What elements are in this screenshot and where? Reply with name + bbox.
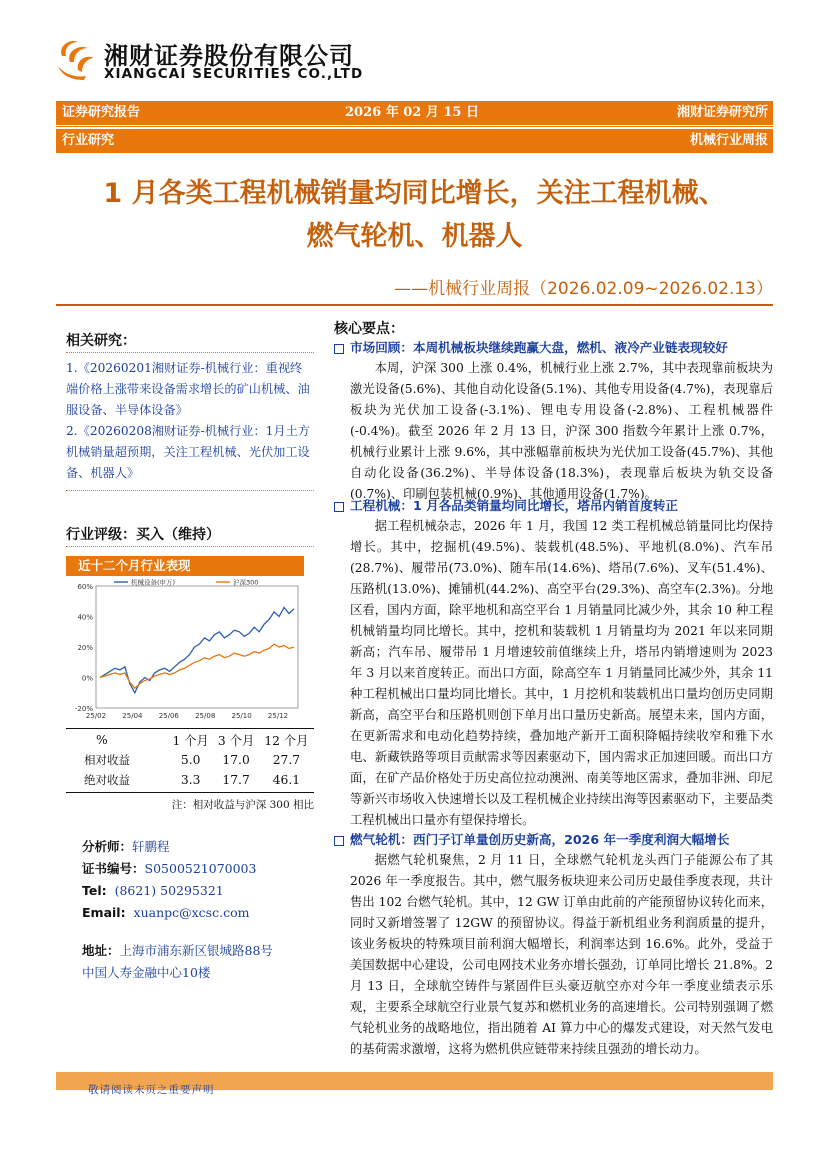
table-header-cell: 1 个月 — [172, 734, 209, 748]
y-tick-label: 40% — [77, 613, 93, 622]
company-name-en: XIANGCAI SECURITIES CO.,LTD — [104, 66, 364, 82]
y-tick-label: 20% — [77, 644, 93, 652]
checkbox-icon — [334, 836, 344, 846]
section-body-gas-turbine: 据燃气轮机聚焦，2 月 11 日，全球燃气轮机龙头西门子能源公布了其 2026 年一季度报告。其中，燃气服务板块迎来公司历史最佳季度表现，共计售出 102 台燃气轮机。其中，12 GW 订单由此前的产能预留协议转化而来，同时又新增签署了 12GW 的预留协议。得益于新机组业务利润质量的提升，该业务板块的特殊项目前利润大幅增长，利润率达到 16.6%。此外，受益于美国数据中心建设，公司电网技术业务亦增长强劲，订单同比增长 21.8%。2 月 13 日，全球航空铸件与紧固件巨头豪迈航空亦对今年一季度业绩表示乐观，主要系全球航空行业景气复苏和燃机业务的高速增长。公司特别强调了燃气轮机业务的战略地位，指出随着 AI 算力中心的爆发式建设，对天然气发电的基荷需求激增，这将为燃机供应链带来持续且强劲的增长动力。 — [350, 853, 773, 1056]
analyst-email — [82, 902, 249, 924]
section-title-text: 燃气轮机：西门子订单量创历史新高，2026 年一季度利润大幅增长 — [350, 832, 730, 847]
address-line1: 上海市浦东新区银城路88号 — [119, 943, 273, 958]
related-divider — [66, 352, 314, 353]
institute-name: 湘财证券研究所 — [676, 105, 768, 120]
table-header-cell: % — [96, 733, 108, 747]
rating-divider — [66, 546, 314, 547]
x-tick-label: 25/04 — [122, 712, 143, 720]
header-divider — [56, 126, 773, 127]
analyst-name — [82, 836, 170, 858]
header-bar-bottom — [56, 129, 773, 153]
report-series: 机械行业周报 — [689, 133, 768, 148]
checkbox-icon — [334, 344, 344, 354]
table-top-rule — [66, 728, 314, 729]
legend-label: 沪深300 — [233, 578, 259, 587]
table-cell: 27.7 — [272, 753, 301, 767]
table-row — [66, 750, 314, 770]
x-tick-label: 25/06 — [158, 712, 179, 720]
company-logo-icon — [56, 36, 96, 80]
footer-disclaimer[interactable]: 敬请阅读末页之重要声明 — [88, 1084, 215, 1096]
table-header-cell: 3 个月 — [217, 734, 255, 748]
report-date: 2026 年 02 月 15 日 — [345, 105, 479, 120]
table-cell: 相对收益 — [84, 753, 130, 767]
series-line-csi300 — [100, 644, 294, 688]
analyst-name-value: 轩鹏程 — [132, 839, 170, 854]
analyst-email-value[interactable]: xuanpc@xcsc.com — [133, 905, 250, 920]
x-tick-label: 25/10 — [231, 712, 252, 720]
report-title-line2: 燃气轮机、机器人 — [306, 221, 523, 252]
table-cell: 绝对收益 — [84, 773, 130, 787]
y-tick-label: 60% — [77, 583, 93, 591]
section-title-text: 市场回顾：本周机械板块继续跑赢大盘，燃机、液冷产业链表现较好 — [350, 340, 728, 355]
table-cell: 3.3 — [180, 773, 201, 787]
table-cell: 17.7 — [222, 773, 250, 787]
analyst-tel-value: (8621) 50295321 — [114, 883, 224, 898]
x-tick-label: 25/02 — [85, 712, 107, 720]
plot-area — [96, 586, 298, 708]
related-item[interactable]: 2.《20260208湘财证券-机械行业：1月土方机械销量超预期，关注工程机械、光伏加工设备、机器人》 — [66, 424, 310, 480]
performance-table — [66, 730, 314, 790]
analyst-cert-label: 证书编号： — [82, 861, 145, 876]
analyst-email-label: Email: — [82, 905, 126, 920]
section-title-gas-turbine — [334, 830, 774, 850]
related-heading: 相关研究： — [66, 333, 136, 349]
section-body-construction: 据工程机械杂志，2026 年 1 月，我国 12 类工程机械总销量同比均保持增长。其中，挖掘机(49.5%)、装载机(48.5%)、平地机(8.0%)、汽车吊(28.7%)、履带吊(73.0%)、随车吊(14.6%)、塔吊(7.6%)、叉车(51.4%)、压路机(13.0%)、摊铺机(44.2%)、高空平台(29.3%)、高空车(2.3%)。分地区看，国内方面，除平地机和高空平台 1 月销量同比减少外，其余 10 种工程机械销量均同比增长。其中，挖机和装载机 1 月销量均为 2021 年以来同期新高；汽车吊、履带吊 1 月增速较前值继续上升，塔吊内销增速则为 2023 年 3 月以来首度转正。而出口方面，除高空车 1 月销量同比减少外，其余 11 种工程机械出口量均同比增长。其中，1 月挖机和装载机出口量均创历史同期新高，高空平台和压路机则创下单月出口量历史新高。展望未来，国内方面，在更新需求和电动化趋势持续，叠加地产新开工面积降幅持续收窄和雅下水电、新藏铁路等项目贡献需求等因素驱动下，国内需求正加速回暖。而出口方面，在矿产品价格处于历史高位拉动澳洲、南美等地区需求，叠加非洲、印尼等新兴市场收入快速增长以及工程机械企业持续出海等因素驱动下，主要品类工程机械出口量亦有望保持增长。 — [350, 519, 773, 827]
x-tick-label: 25/08 — [195, 712, 216, 720]
analyst-tel-label: Tel: — [82, 883, 107, 898]
section-title-construction — [334, 496, 774, 516]
address-label: 地址： — [82, 943, 120, 958]
analyst-tel — [82, 880, 224, 902]
table-cell: 17.0 — [222, 753, 250, 767]
related-list — [66, 358, 314, 484]
table-row — [66, 770, 314, 790]
report-type: 证券研究报告 — [62, 105, 141, 120]
analyst-cert — [82, 858, 256, 880]
y-tick-label: -20% — [74, 705, 93, 713]
table-cell: 46.1 — [272, 773, 301, 787]
table-cell: 5.0 — [180, 753, 201, 767]
analyst-name-label: 分析师： — [82, 839, 133, 854]
address-line2: 中国人寿金融中心10楼 — [82, 965, 211, 980]
company-name-cn: 湘财证券股份有限公司 — [104, 42, 354, 70]
table-header-row — [66, 730, 314, 750]
report-category: 行业研究 — [62, 133, 115, 148]
performance-chart — [66, 576, 314, 726]
section-title-market — [334, 338, 774, 358]
section-body-market: 本周，沪深 300 上涨 0.4%，机械行业上涨 2.7%，其中表现靠前板块为激光设备(5.6%)、其他自动化设备(5.1%)、其他专用设备(4.7%)，表现靠后板块为光伏加工设备(-3.1%)、锂电专用设备(-2.8%)、工程机械器件(-0.4%)。截至 2026 年 2 月 13 日，沪深 300 指数今年累计上涨 0.7%，机械行业累计上涨 9.6%，其中涨幅靠前板块为光伏加工设备(45.7%)、其他自动化设备(36.2%)、半导体设备(18.3%)，表现靠后板块为轨交设备(0.7%)、印刷包装机械(0.9%)、其他通用设备(1.7%)。 — [350, 361, 773, 501]
chart-title: 近十二个月行业表现 — [78, 558, 191, 573]
table-bottom-rule — [66, 792, 314, 793]
related-divider-bottom — [66, 490, 314, 491]
report-subtitle: ——机械行业周报（2026.02.09~2026.02.13） — [394, 279, 773, 299]
checkbox-icon — [334, 502, 344, 512]
industry-rating: 行业评级：买入（维持） — [66, 527, 220, 543]
report-title-line1: 1 月各类工程机械销量均同比增长，关注工程机械、 — [103, 178, 726, 209]
legend-label: 机械设备(申万) — [131, 578, 176, 587]
table-header-cell: 12 个月 — [264, 734, 309, 748]
related-item[interactable]: 1.《20260201湘财证券-机械行业：重视终端价格上涨带来设备需求增长的矿山机械、油服设备、半导体设备》 — [66, 361, 310, 417]
x-tick-label: 25/12 — [267, 712, 289, 720]
y-tick-label: 0% — [81, 674, 93, 683]
analyst-cert-value: S0500521070003 — [144, 861, 257, 876]
title-divider — [56, 304, 773, 306]
section-title-text: 工程机械：1 月各品类销量均同比增长，塔吊内销首度转正 — [350, 498, 678, 513]
analyst-address — [82, 940, 273, 962]
table-note: 注：相对收益与沪深 300 相比 — [171, 799, 314, 811]
core-points-heading: 核心要点： — [334, 321, 404, 337]
